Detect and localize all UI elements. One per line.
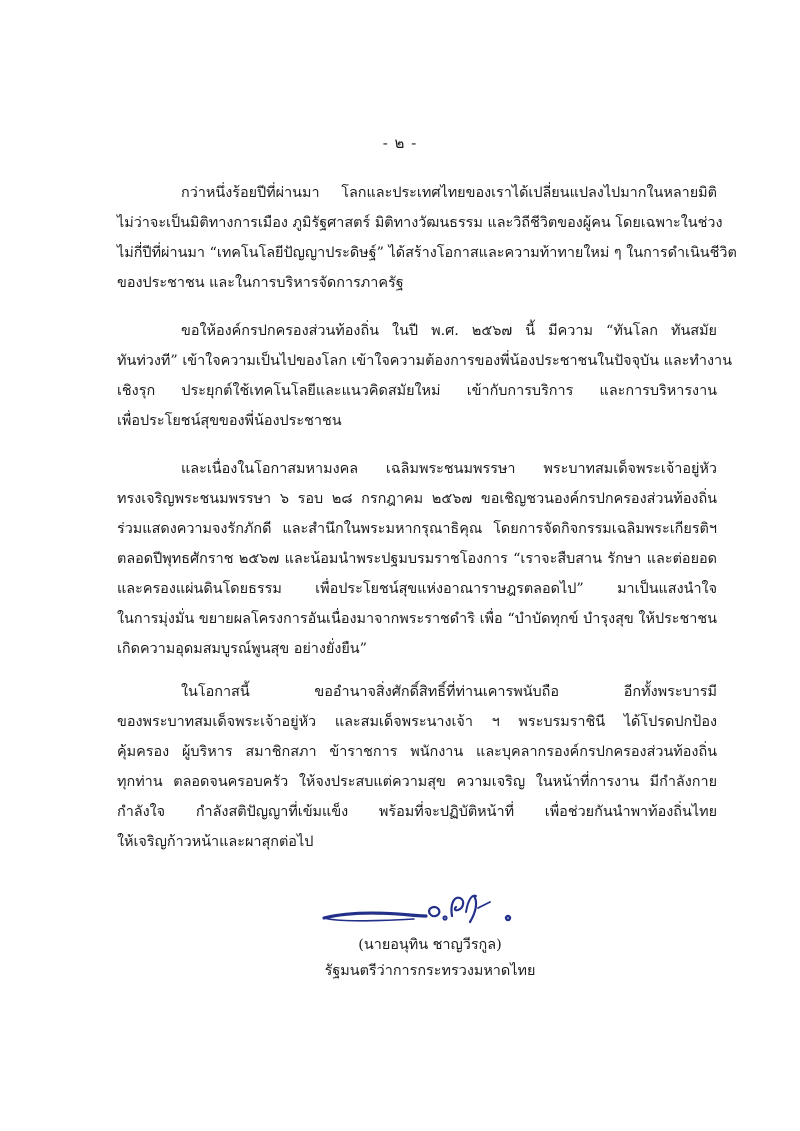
paragraph-line: ทุกท่าน ตลอดจนครอบครัว ให้จงประสบแต่ความสุข ความเจริญ ในหน้าที่การงาน มีกำลังกาย [117, 774, 717, 790]
paragraph-line: และเนื่องในโอกาสมหามงคล เฉลิมพระชนมพรรษา พระบาทสมเด็จพระเจ้าอยู่หัว [181, 461, 717, 477]
signatory-name: (นายอนุทิน ชาญวีรกูล) [358, 937, 502, 953]
paragraph-line: ร่วมแสดงความจงรักภักดี และสำนึกในพระมหากรุณาธิคุณ โดยการจัดกิจกรรมเฉลิมพระเกียรติฯ [117, 521, 717, 537]
paragraph-line: เกิดความอุดมสมบูรณ์พูนสุข อย่างยั่งยืน” [117, 641, 367, 657]
paragraph-line: เพื่อประโยชน์สุขของพี่น้องประชาชน [117, 413, 342, 429]
paragraph-3 [117, 454, 717, 664]
paragraph-4 [117, 677, 717, 857]
paragraph-line: และครองแผ่นดินโดยธรรม เพื่อประโยชน์สุขแห่งอาณาราษฎรตลอดไป” มาเป็นแสงนำใจ [117, 581, 717, 597]
paragraph-line: คุ้มครอง ผู้บริหาร สมาชิกสภา ข้าราชการ พนักงาน และบุคลากรองค์กรปกครองส่วนท้องถิ่น [117, 744, 717, 760]
paragraph-line: ไม่ว่าจะเป็นมิติทางการเมือง ภูมิรัฐศาสตร์ มิติทางวัฒนธรรม และวิถีชีวิตของผู้คน โดยเฉพาะในช่วง [117, 215, 723, 231]
paragraph-line: ของประชาชน และในการบริหารจัดการภาครัฐ [117, 275, 404, 291]
paragraph-line: เชิงรุก ประยุกต์ใช้เทคโนโลยีและแนวคิดสมัยใหม่ เข้ากับการบริการ และการบริหารงาน [117, 383, 717, 399]
handwritten-signature [318, 882, 528, 930]
paragraph-line: กำลังใจ กำลังสติปัญญาที่เข้มแข็ง พร้อมที่จะปฏิบัติหน้าที่ เพื่อช่วยกันนำพาท้องถิ่นไทย [117, 804, 717, 820]
page-number: - ๒ - [382, 134, 418, 152]
paragraph-line: ในการมุ่งมั่น ขยายผลโครงการอันเนื่องมาจากพระราชดำริ เพื่อ “บำบัดทุกข์ บำรุงสุข ให้ประชาชน [117, 611, 717, 627]
signatory-title: รัฐมนตรีว่าการกระทรวงมหาดไทย [324, 963, 536, 979]
paragraph-line: ของพระบาทสมเด็จพระเจ้าอยู่หัว และสมเด็จพระนางเจ้า ฯ พระบรมราชินี ได้โปรดปกป้อง [117, 714, 717, 730]
paragraph-line: ไม่กี่ปีที่ผ่านมา “เทคโนโลยีปัญญาประดิษฐ์” ได้สร้างโอกาสและความท้าทายใหม่ ๆ ในการดำเนินชีวิต [117, 245, 737, 261]
paragraph-line: ทรงเจริญพระชนมพรรษา ๖ รอบ ๒๘ กรกฎาคม ๒๕๖๗ ขอเชิญชวนองค์กรปกครองส่วนท้องถิ่น [117, 491, 717, 507]
paragraph-line: ให้เจริญก้าวหน้าและผาสุกต่อไป [117, 834, 314, 850]
paragraph-line: กว่าหนึ่งร้อยปีที่ผ่านมา โลกและประเทศไทยของเราได้เปลี่ยนแปลงไปมากในหลายมิติ [181, 185, 717, 201]
paragraph-line: ขอให้องค์กรปกครองส่วนท้องถิ่น ในปี พ.ศ. ๒๕๖๗ นี้ มีความ “ทันโลก ทันสมัย [181, 323, 717, 339]
paragraph-line: ตลอดปีพุทธศักราช ๒๕๖๗ และน้อมนำพระปฐมบรมราชโองการ “เราจะสืบสาน รักษา และต่อยอด [117, 551, 717, 567]
paragraph-line: ในโอกาสนี้ ขออำนาจสิ่งศักดิ์สิทธิ์ที่ท่านเคารพนับถือ อีกทั้งพระบารมี [181, 684, 717, 700]
paragraph-1 [117, 178, 737, 298]
paragraph-2 [117, 316, 732, 436]
paragraph-line: ทันท่วงที” เข้าใจความเป็นไปของโลก เข้าใจความต้องการของพี่น้องประชาชนในปัจจุบัน และทำงาน [117, 353, 732, 369]
